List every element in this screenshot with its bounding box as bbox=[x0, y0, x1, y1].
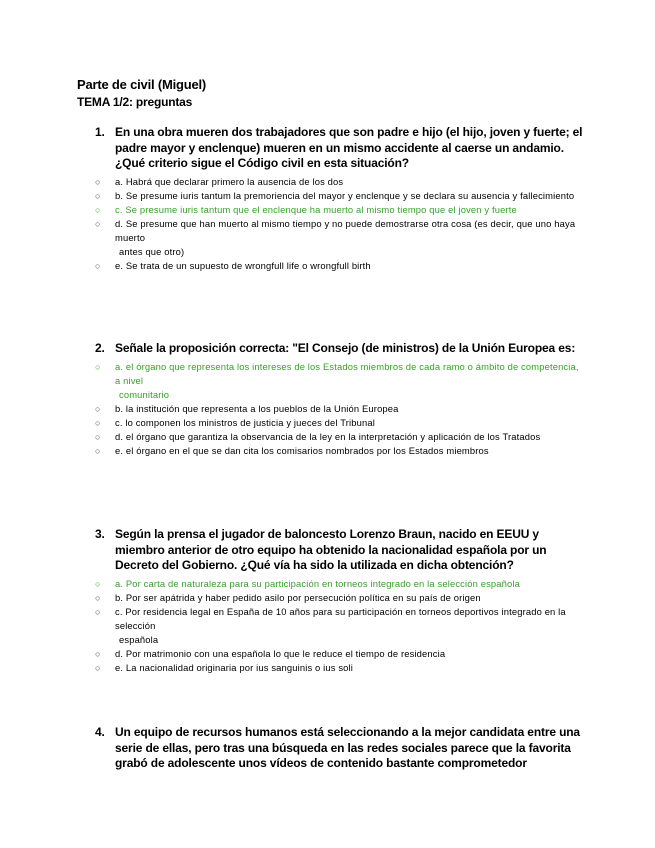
document-subtitle: TEMA 1/2: preguntas bbox=[77, 95, 193, 109]
circle-bullet-icon: ○ bbox=[95, 176, 101, 187]
question-2 bbox=[95, 341, 585, 458]
option-a-correct: ○ a. el órgano que representa los intereses de los Estados miembros de cada ramo o ámbito de competencia, a nivel comunitario bbox=[95, 360, 579, 400]
question-number: 4. bbox=[95, 725, 105, 739]
circle-bullet-icon: ○ bbox=[95, 204, 101, 215]
circle-bullet-icon: ○ bbox=[95, 578, 101, 589]
circle-bullet-icon: ○ bbox=[95, 662, 101, 673]
question-text: Un equipo de recursos humanos está seleccionando a la mejor candidata entre una serie de ellas, pero tras una búsqueda en las redes sociales parece que la favorita grabó de adolescente unos vídeos de contenido bastante comprometedor bbox=[115, 725, 580, 770]
question-number: 1. bbox=[95, 125, 105, 139]
option-e: ○ e. el órgano en el que se dan cita los comisarios nombrados por los Estados miembros bbox=[95, 444, 489, 456]
circle-bullet-icon: ○ bbox=[95, 218, 101, 229]
option-a: ○ a. Habrá que declarar primero la ausencia de los dos bbox=[95, 175, 344, 187]
option-a-correct: ○ a. Por carta de naturaleza para su participación en torneos integrado en la selección española bbox=[95, 577, 520, 589]
option-c: ○ c. Por residencia legal en España de 10 años para su participación en torneos deportivos integrado en la selección española bbox=[95, 605, 566, 645]
circle-bullet-icon: ○ bbox=[95, 260, 101, 271]
option-b: ○ b. Se presume iuris tantum la premoriencia del mayor y enclenque y se declara su ausencia y fallecimiento bbox=[95, 189, 575, 201]
circle-bullet-icon: ○ bbox=[95, 592, 101, 603]
question-text: En una obra mueren dos trabajadores que son padre e hijo (el hijo, joven y fuerte; el padre mayor y enclenque) mueren en un mismo accidente al caerse un andamio. ¿Qué criterio sigue el Código civil en esta situación? bbox=[115, 125, 583, 170]
question-text: Señale la proposición correcta: "El Consejo (de ministros) de la Unión Europea es: bbox=[115, 341, 576, 355]
options-list bbox=[95, 175, 585, 273]
option-d: ○ d. Se presume que han muerto al mismo tiempo y no puede demostrarse otra cosa (es decir, que uno haya muerto antes que otro) bbox=[95, 217, 576, 257]
circle-bullet-icon: ○ bbox=[95, 190, 101, 201]
option-c-correct: ○ c. Se presume iuris tantum que el enclenque ha muerto al mismo tiempo que el joven y fuerte bbox=[95, 203, 517, 215]
option-d: ○ d. Por matrimonio con una española lo que le reduce el tiempo de residencia bbox=[95, 647, 446, 659]
options-list bbox=[95, 577, 585, 675]
circle-bullet-icon: ○ bbox=[95, 648, 101, 659]
circle-bullet-icon: ○ bbox=[95, 445, 101, 456]
question-4 bbox=[95, 725, 585, 772]
document-title: Parte de civil (Miguel) bbox=[77, 77, 207, 92]
circle-bullet-icon: ○ bbox=[95, 361, 101, 372]
option-d: ○ d. el órgano que garantiza la observancia de la ley en la interpretación y aplicación de los Tratados bbox=[95, 430, 541, 442]
circle-bullet-icon: ○ bbox=[95, 403, 101, 414]
options-list bbox=[95, 360, 585, 458]
option-e: ○ e. Se trata de un supuesto de wrongfull life o wrongfull birth bbox=[95, 259, 371, 271]
circle-bullet-icon: ○ bbox=[95, 606, 101, 617]
circle-bullet-icon: ○ bbox=[95, 431, 101, 442]
question-number: 3. bbox=[95, 527, 105, 541]
question-text: Según la prensa el jugador de baloncesto Lorenzo Braun, nacido en EEUU y miembro anterior de otro equipo ha obtenido la nacionalidad española por un Decreto del Gobierno. ¿Qué vía ha sido la utilizada en dicha obtención? bbox=[115, 527, 547, 572]
option-b: ○ b. Por ser apátrida y haber pedido asilo por persecución política en su país de origen bbox=[95, 591, 481, 603]
option-b: ○ b. la institución que representa a los pueblos de la Unión Europea bbox=[95, 402, 399, 414]
option-e: ○ e. La nacionalidad originaria por ius sanguinis o ius soli bbox=[95, 661, 354, 673]
question-1 bbox=[95, 125, 585, 273]
question-number: 2. bbox=[95, 341, 105, 355]
circle-bullet-icon: ○ bbox=[95, 417, 101, 428]
question-3 bbox=[95, 527, 585, 675]
option-c: ○ c. lo componen los ministros de justicia y jueces del Tribunal bbox=[95, 416, 375, 428]
